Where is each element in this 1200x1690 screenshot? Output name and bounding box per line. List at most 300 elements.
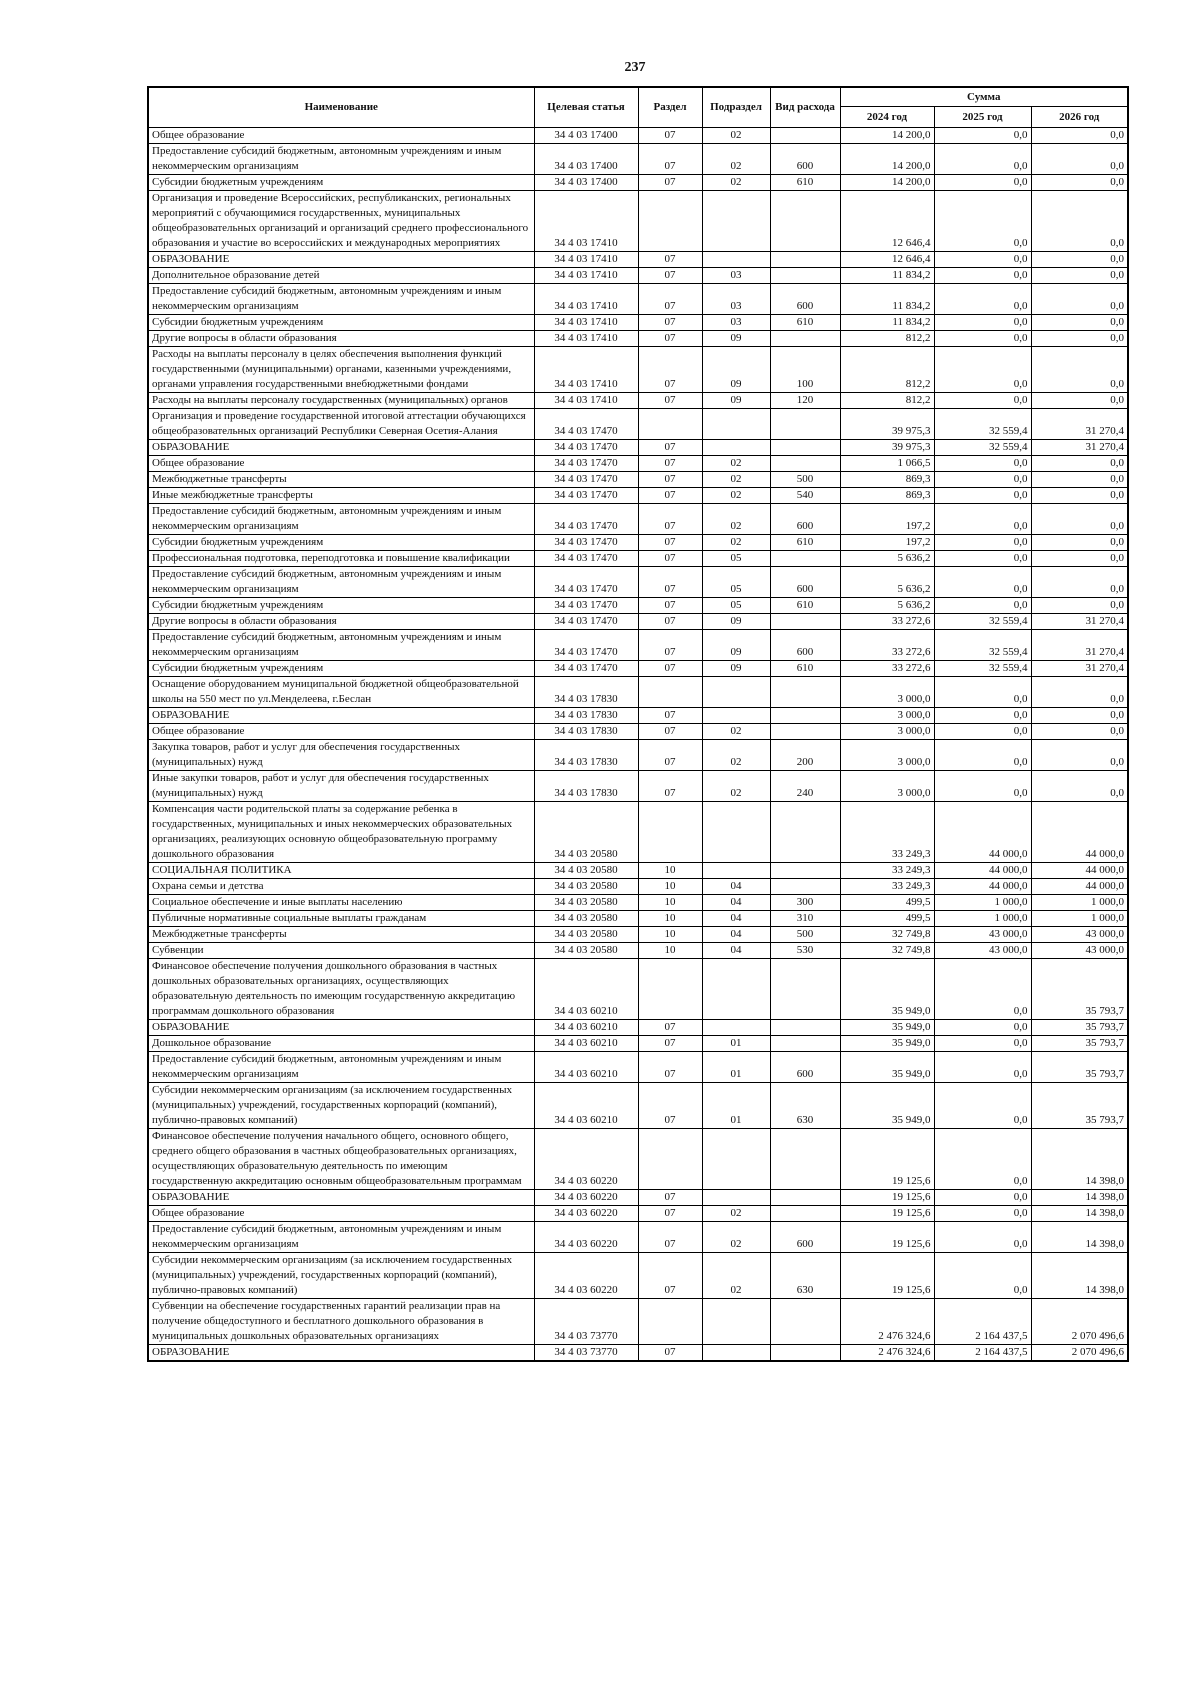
row-target-article: 34 4 03 60220 — [534, 1253, 638, 1299]
row-sum-2026: 0,0 — [1031, 393, 1128, 409]
row-subsection — [702, 1345, 770, 1362]
row-name: Другие вопросы в области образования — [148, 331, 534, 347]
row-expense-type — [770, 1129, 840, 1190]
row-sum-2026: 35 793,7 — [1031, 1052, 1128, 1083]
row-sum-2025: 32 559,4 — [934, 614, 1031, 630]
table-row — [148, 614, 1128, 630]
row-expense-type — [770, 677, 840, 708]
row-expense-type: 500 — [770, 472, 840, 488]
row-subsection: 02 — [702, 535, 770, 551]
row-expense-type: 610 — [770, 175, 840, 191]
table-row — [148, 895, 1128, 911]
row-sum-2024: 499,5 — [840, 895, 934, 911]
row-section: 07 — [638, 551, 702, 567]
row-name: Предоставление субсидий бюджетным, автономным учреждениям и иным некоммерческим организациям — [148, 1222, 534, 1253]
row-sum-2026: 0,0 — [1031, 724, 1128, 740]
row-expense-type — [770, 268, 840, 284]
table-body — [148, 128, 1128, 1362]
table-row — [148, 551, 1128, 567]
row-sum-2026: 14 398,0 — [1031, 1253, 1128, 1299]
row-sum-2026: 35 793,7 — [1031, 959, 1128, 1020]
row-name: ОБРАЗОВАНИЕ — [148, 708, 534, 724]
header-name: Наименование — [148, 87, 534, 128]
row-sum-2026: 14 398,0 — [1031, 1129, 1128, 1190]
row-target-article: 34 4 03 17470 — [534, 551, 638, 567]
row-section: 07 — [638, 724, 702, 740]
row-sum-2025: 0,0 — [934, 456, 1031, 472]
row-expense-type — [770, 879, 840, 895]
row-sum-2026: 35 793,7 — [1031, 1036, 1128, 1052]
header-target-article: Целевая статья — [534, 87, 638, 128]
table-row — [148, 1253, 1128, 1299]
row-section — [638, 1299, 702, 1345]
row-section — [638, 1129, 702, 1190]
row-section: 07 — [638, 598, 702, 614]
row-target-article: 34 4 03 17470 — [534, 567, 638, 598]
row-subsection — [702, 1299, 770, 1345]
row-sum-2024: 33 272,6 — [840, 630, 934, 661]
row-sum-2025: 0,0 — [934, 252, 1031, 268]
row-target-article: 34 4 03 17400 — [534, 144, 638, 175]
row-subsection — [702, 191, 770, 252]
row-sum-2026: 1 000,0 — [1031, 895, 1128, 911]
row-sum-2025: 0,0 — [934, 1036, 1031, 1052]
header-subsection: Подраздел — [702, 87, 770, 128]
row-sum-2026: 0,0 — [1031, 456, 1128, 472]
table-row — [148, 630, 1128, 661]
row-expense-type: 300 — [770, 895, 840, 911]
row-sum-2024: 39 975,3 — [840, 440, 934, 456]
row-subsection: 02 — [702, 456, 770, 472]
row-expense-type: 610 — [770, 315, 840, 331]
row-sum-2025: 32 559,4 — [934, 409, 1031, 440]
table-row — [148, 1020, 1128, 1036]
row-name: Предоставление субсидий бюджетным, автономным учреждениям и иным некоммерческим организациям — [148, 1052, 534, 1083]
row-subsection: 01 — [702, 1083, 770, 1129]
row-expense-type — [770, 959, 840, 1020]
row-section: 07 — [638, 614, 702, 630]
table-row — [148, 252, 1128, 268]
row-sum-2025: 2 164 437,5 — [934, 1299, 1031, 1345]
row-subsection: 02 — [702, 740, 770, 771]
row-sum-2024: 197,2 — [840, 535, 934, 551]
row-section: 10 — [638, 863, 702, 879]
row-section — [638, 409, 702, 440]
row-sum-2026: 35 793,7 — [1031, 1020, 1128, 1036]
row-expense-type — [770, 614, 840, 630]
row-section: 07 — [638, 1206, 702, 1222]
table-row — [148, 1299, 1128, 1345]
row-name: Расходы на выплаты персоналу государственных (муниципальных) органов — [148, 393, 534, 409]
row-expense-type — [770, 1036, 840, 1052]
row-subsection: 09 — [702, 347, 770, 393]
row-sum-2026: 0,0 — [1031, 567, 1128, 598]
row-name: Организация и проведение Всероссийских, республиканских, региональных мероприятий с обучающимися государственных, муниципальных общеобразовательных организаций и организаций среднего профессионального образования и участие во всероссийских и международных мероприятиях — [148, 191, 534, 252]
row-target-article: 34 4 03 17830 — [534, 771, 638, 802]
row-name: ОБРАЗОВАНИЕ — [148, 440, 534, 456]
table-row — [148, 472, 1128, 488]
row-sum-2025: 0,0 — [934, 1190, 1031, 1206]
row-sum-2025: 44 000,0 — [934, 863, 1031, 879]
row-subsection: 02 — [702, 128, 770, 144]
row-sum-2026: 0,0 — [1031, 252, 1128, 268]
row-sum-2024: 12 646,4 — [840, 191, 934, 252]
row-section: 07 — [638, 504, 702, 535]
row-sum-2025: 0,0 — [934, 1052, 1031, 1083]
row-sum-2026: 31 270,4 — [1031, 630, 1128, 661]
row-expense-type — [770, 456, 840, 472]
table-row — [148, 175, 1128, 191]
row-sum-2025: 32 559,4 — [934, 661, 1031, 677]
row-sum-2025: 44 000,0 — [934, 802, 1031, 863]
row-subsection: 04 — [702, 895, 770, 911]
row-expense-type: 100 — [770, 347, 840, 393]
row-sum-2024: 33 272,6 — [840, 614, 934, 630]
row-expense-type: 540 — [770, 488, 840, 504]
row-subsection: 02 — [702, 1253, 770, 1299]
row-sum-2026: 43 000,0 — [1031, 927, 1128, 943]
row-section: 07 — [638, 1052, 702, 1083]
row-expense-type — [770, 708, 840, 724]
row-target-article: 34 4 03 17830 — [534, 724, 638, 740]
row-expense-type: 600 — [770, 567, 840, 598]
row-sum-2026: 43 000,0 — [1031, 943, 1128, 959]
row-subsection — [702, 677, 770, 708]
row-sum-2024: 19 125,6 — [840, 1222, 934, 1253]
table-row — [148, 959, 1128, 1020]
row-sum-2025: 0,0 — [934, 268, 1031, 284]
row-sum-2025: 0,0 — [934, 708, 1031, 724]
row-subsection: 02 — [702, 175, 770, 191]
row-target-article: 34 4 03 17470 — [534, 488, 638, 504]
row-subsection: 02 — [702, 504, 770, 535]
row-expense-type — [770, 128, 840, 144]
row-subsection: 09 — [702, 661, 770, 677]
row-name: Предоставление субсидий бюджетным, автономным учреждениям и иным некоммерческим организациям — [148, 284, 534, 315]
row-sum-2025: 32 559,4 — [934, 440, 1031, 456]
row-name: Охрана семьи и детства — [148, 879, 534, 895]
row-target-article: 34 4 03 17410 — [534, 331, 638, 347]
row-section: 07 — [638, 440, 702, 456]
row-sum-2025: 44 000,0 — [934, 879, 1031, 895]
row-sum-2024: 869,3 — [840, 472, 934, 488]
row-name: СОЦИАЛЬНАЯ ПОЛИТИКА — [148, 863, 534, 879]
row-section: 10 — [638, 911, 702, 927]
row-sum-2024: 11 834,2 — [840, 284, 934, 315]
row-name: ОБРАЗОВАНИЕ — [148, 1345, 534, 1362]
row-expense-type — [770, 1206, 840, 1222]
row-section: 10 — [638, 895, 702, 911]
row-target-article: 34 4 03 17410 — [534, 347, 638, 393]
table-row — [148, 1083, 1128, 1129]
row-target-article: 34 4 03 17470 — [534, 535, 638, 551]
row-expense-type — [770, 409, 840, 440]
row-target-article: 34 4 03 20580 — [534, 927, 638, 943]
row-name: Субсидии бюджетным учреждениям — [148, 175, 534, 191]
row-expense-type — [770, 1020, 840, 1036]
table-row — [148, 708, 1128, 724]
row-target-article: 34 4 03 17410 — [534, 393, 638, 409]
row-sum-2024: 3 000,0 — [840, 708, 934, 724]
row-target-article: 34 4 03 60220 — [534, 1222, 638, 1253]
table-row — [148, 456, 1128, 472]
row-section: 07 — [638, 630, 702, 661]
row-subsection: 05 — [702, 551, 770, 567]
row-target-article: 34 4 03 60210 — [534, 959, 638, 1020]
row-sum-2024: 35 949,0 — [840, 959, 934, 1020]
row-subsection — [702, 409, 770, 440]
header-year-2026: 2026 год — [1031, 107, 1128, 128]
row-target-article: 34 4 03 17410 — [534, 284, 638, 315]
row-sum-2024: 2 476 324,6 — [840, 1299, 934, 1345]
row-target-article: 34 4 03 60220 — [534, 1129, 638, 1190]
row-sum-2025: 0,0 — [934, 1020, 1031, 1036]
row-target-article: 34 4 03 20580 — [534, 943, 638, 959]
row-sum-2025: 0,0 — [934, 315, 1031, 331]
row-sum-2026: 2 070 496,6 — [1031, 1345, 1128, 1362]
row-section: 07 — [638, 488, 702, 504]
table-row — [148, 911, 1128, 927]
row-target-article: 34 4 03 60210 — [534, 1083, 638, 1129]
row-sum-2026: 0,0 — [1031, 175, 1128, 191]
table-row — [148, 863, 1128, 879]
row-section: 07 — [638, 740, 702, 771]
row-target-article: 34 4 03 17470 — [534, 456, 638, 472]
row-sum-2024: 35 949,0 — [840, 1020, 934, 1036]
row-subsection — [702, 802, 770, 863]
row-name: Дошкольное образование — [148, 1036, 534, 1052]
row-sum-2026: 0,0 — [1031, 535, 1128, 551]
table-row — [148, 802, 1128, 863]
row-name: Субвенции — [148, 943, 534, 959]
row-sum-2026: 0,0 — [1031, 488, 1128, 504]
row-expense-type: 600 — [770, 504, 840, 535]
row-sum-2026: 31 270,4 — [1031, 661, 1128, 677]
row-subsection: 03 — [702, 284, 770, 315]
row-expense-type — [770, 863, 840, 879]
row-section: 10 — [638, 943, 702, 959]
row-name: Общее образование — [148, 128, 534, 144]
table-row — [148, 393, 1128, 409]
row-section: 10 — [638, 927, 702, 943]
table-row — [148, 1345, 1128, 1362]
row-target-article: 34 4 03 17830 — [534, 708, 638, 724]
row-subsection: 09 — [702, 393, 770, 409]
row-sum-2024: 33 249,3 — [840, 863, 934, 879]
row-expense-type: 240 — [770, 771, 840, 802]
row-name: Общее образование — [148, 1206, 534, 1222]
table-row — [148, 1206, 1128, 1222]
row-sum-2025: 0,0 — [934, 677, 1031, 708]
row-target-article: 34 4 03 17830 — [534, 740, 638, 771]
row-sum-2026: 31 270,4 — [1031, 440, 1128, 456]
row-subsection: 04 — [702, 927, 770, 943]
row-sum-2026: 35 793,7 — [1031, 1083, 1128, 1129]
table-row — [148, 535, 1128, 551]
table-row — [148, 740, 1128, 771]
row-subsection — [702, 1020, 770, 1036]
row-expense-type: 200 — [770, 740, 840, 771]
row-target-article: 34 4 03 17410 — [534, 315, 638, 331]
row-subsection — [702, 1129, 770, 1190]
row-name: Иные закупки товаров, работ и услуг для обеспечения государственных (муниципальных) нужд — [148, 771, 534, 802]
row-name: Предоставление субсидий бюджетным, автономным учреждениям и иным некоммерческим организациям — [148, 504, 534, 535]
table-row — [148, 409, 1128, 440]
row-target-article: 34 4 03 60220 — [534, 1206, 638, 1222]
row-sum-2025: 1 000,0 — [934, 895, 1031, 911]
row-sum-2024: 197,2 — [840, 504, 934, 535]
row-section: 07 — [638, 268, 702, 284]
row-sum-2025: 0,0 — [934, 1083, 1031, 1129]
row-section: 07 — [638, 331, 702, 347]
row-target-article: 34 4 03 20580 — [534, 895, 638, 911]
row-name: Дополнительное образование детей — [148, 268, 534, 284]
row-name: Другие вопросы в области образования — [148, 614, 534, 630]
table-row — [148, 598, 1128, 614]
row-sum-2026: 0,0 — [1031, 315, 1128, 331]
row-sum-2025: 0,0 — [934, 393, 1031, 409]
row-sum-2024: 499,5 — [840, 911, 934, 927]
row-section: 07 — [638, 535, 702, 551]
row-target-article: 34 4 03 60210 — [534, 1020, 638, 1036]
row-subsection: 05 — [702, 567, 770, 598]
row-subsection: 02 — [702, 771, 770, 802]
header-year-2025: 2025 год — [934, 107, 1031, 128]
row-sum-2026: 1 000,0 — [1031, 911, 1128, 927]
row-target-article: 34 4 03 60220 — [534, 1190, 638, 1206]
budget-table — [147, 86, 1129, 1362]
row-sum-2025: 43 000,0 — [934, 943, 1031, 959]
row-expense-type: 610 — [770, 535, 840, 551]
row-name: Профессиональная подготовка, переподготовка и повышение квалификации — [148, 551, 534, 567]
row-sum-2024: 11 834,2 — [840, 315, 934, 331]
row-expense-type: 600 — [770, 630, 840, 661]
header-sum: Сумма — [840, 87, 1128, 107]
row-sum-2024: 35 949,0 — [840, 1052, 934, 1083]
row-section — [638, 959, 702, 1020]
row-name: Закупка товаров, работ и услуг для обеспечения государственных (муниципальных) нужд — [148, 740, 534, 771]
row-subsection: 04 — [702, 943, 770, 959]
row-section: 07 — [638, 1036, 702, 1052]
row-name: Финансовое обеспечение получения дошкольного образования в частных дошкольных образовательных организациях, осуществляющих образовательную деятельность по имеющим государственную аккредитацию программам дошкольного образования — [148, 959, 534, 1020]
row-section: 07 — [638, 708, 702, 724]
row-subsection: 09 — [702, 614, 770, 630]
row-target-article: 34 4 03 17470 — [534, 504, 638, 535]
row-section: 07 — [638, 472, 702, 488]
row-name: Расходы на выплаты персоналу в целях обеспечения выполнения функций государственными (муниципальными) органами, казенными учреждениями, органами управления государственными внебюджетными фондами — [148, 347, 534, 393]
row-expense-type — [770, 802, 840, 863]
row-expense-type — [770, 252, 840, 268]
row-section: 07 — [638, 1020, 702, 1036]
row-subsection — [702, 959, 770, 1020]
row-target-article: 34 4 03 73770 — [534, 1345, 638, 1362]
row-name: Публичные нормативные социальные выплаты гражданам — [148, 911, 534, 927]
row-name: Компенсация части родительской платы за содержание ребенка в государственных, муниципальных и иных некоммерческих образовательных организациях, реализующих основную общеобразовательную программу дошкольного образования — [148, 802, 534, 863]
row-subsection: 02 — [702, 1222, 770, 1253]
table-row — [148, 661, 1128, 677]
row-sum-2026: 14 398,0 — [1031, 1206, 1128, 1222]
row-target-article: 34 4 03 17470 — [534, 440, 638, 456]
row-sum-2024: 32 749,8 — [840, 943, 934, 959]
row-sum-2025: 0,0 — [934, 1222, 1031, 1253]
row-name: Предоставление субсидий бюджетным, автономным учреждениям и иным некоммерческим организациям — [148, 630, 534, 661]
row-sum-2024: 869,3 — [840, 488, 934, 504]
row-target-article: 34 4 03 17400 — [534, 175, 638, 191]
header-year-2024: 2024 год — [840, 107, 934, 128]
row-name: Оснащение оборудованием муниципальной бюджетной общеобразовательной школы на 550 мест по ул.Менделеева, г.Беслан — [148, 677, 534, 708]
row-subsection: 04 — [702, 879, 770, 895]
row-sum-2024: 35 949,0 — [840, 1083, 934, 1129]
row-name: Организация и проведение государственной итоговой аттестации обучающихся общеобразовательных организаций Республики Северная Осетия-Алания — [148, 409, 534, 440]
row-sum-2024: 3 000,0 — [840, 740, 934, 771]
table-row — [148, 1129, 1128, 1190]
table-row — [148, 488, 1128, 504]
row-sum-2025: 2 164 437,5 — [934, 1345, 1031, 1362]
row-sum-2026: 44 000,0 — [1031, 802, 1128, 863]
row-section: 07 — [638, 1253, 702, 1299]
row-target-article: 34 4 03 17410 — [534, 252, 638, 268]
row-sum-2024: 1 066,5 — [840, 456, 934, 472]
row-sum-2025: 0,0 — [934, 1129, 1031, 1190]
row-section: 07 — [638, 252, 702, 268]
row-target-article: 34 4 03 17470 — [534, 598, 638, 614]
row-sum-2026: 0,0 — [1031, 331, 1128, 347]
table-row — [148, 331, 1128, 347]
table-row — [148, 1052, 1128, 1083]
row-expense-type: 120 — [770, 393, 840, 409]
row-section — [638, 802, 702, 863]
row-subsection: 02 — [702, 1206, 770, 1222]
row-sum-2026: 0,0 — [1031, 504, 1128, 535]
row-section: 07 — [638, 393, 702, 409]
row-sum-2026: 0,0 — [1031, 740, 1128, 771]
row-sum-2024: 19 125,6 — [840, 1129, 934, 1190]
row-subsection: 04 — [702, 911, 770, 927]
row-sum-2025: 0,0 — [934, 724, 1031, 740]
row-sum-2026: 0,0 — [1031, 144, 1128, 175]
row-sum-2024: 11 834,2 — [840, 268, 934, 284]
row-sum-2024: 33 249,3 — [840, 879, 934, 895]
row-expense-type: 600 — [770, 144, 840, 175]
row-sum-2024: 19 125,6 — [840, 1253, 934, 1299]
row-sum-2024: 14 200,0 — [840, 144, 934, 175]
row-target-article: 34 4 03 17830 — [534, 677, 638, 708]
row-sum-2026: 0,0 — [1031, 284, 1128, 315]
row-sum-2026: 0,0 — [1031, 191, 1128, 252]
row-sum-2024: 35 949,0 — [840, 1036, 934, 1052]
row-name: Субсидии некоммерческим организациям (за исключением государственных (муниципальных) учреждений, государственных корпораций (компаний), публично-правовых компаний) — [148, 1253, 534, 1299]
row-subsection: 09 — [702, 630, 770, 661]
row-name: Межбюджетные трансферты — [148, 927, 534, 943]
table-row — [148, 879, 1128, 895]
row-subsection: 03 — [702, 268, 770, 284]
row-target-article: 34 4 03 17470 — [534, 614, 638, 630]
row-expense-type: 610 — [770, 661, 840, 677]
row-sum-2024: 812,2 — [840, 331, 934, 347]
row-name: Финансовое обеспечение получения начального общего, основного общего, среднего общего образования в частных общеобразовательных организациях, осуществляющих образовательную деятельность по имеющим государственную аккредитацию основным общеобразовательным программам — [148, 1129, 534, 1190]
row-sum-2025: 0,0 — [934, 472, 1031, 488]
row-subsection: 09 — [702, 331, 770, 347]
row-subsection: 02 — [702, 472, 770, 488]
row-name: ОБРАЗОВАНИЕ — [148, 252, 534, 268]
row-sum-2024: 19 125,6 — [840, 1190, 934, 1206]
row-target-article: 34 4 03 20580 — [534, 911, 638, 927]
row-section: 07 — [638, 347, 702, 393]
row-sum-2026: 31 270,4 — [1031, 409, 1128, 440]
row-target-article: 34 4 03 20580 — [534, 863, 638, 879]
row-section: 07 — [638, 175, 702, 191]
row-section: 07 — [638, 567, 702, 598]
